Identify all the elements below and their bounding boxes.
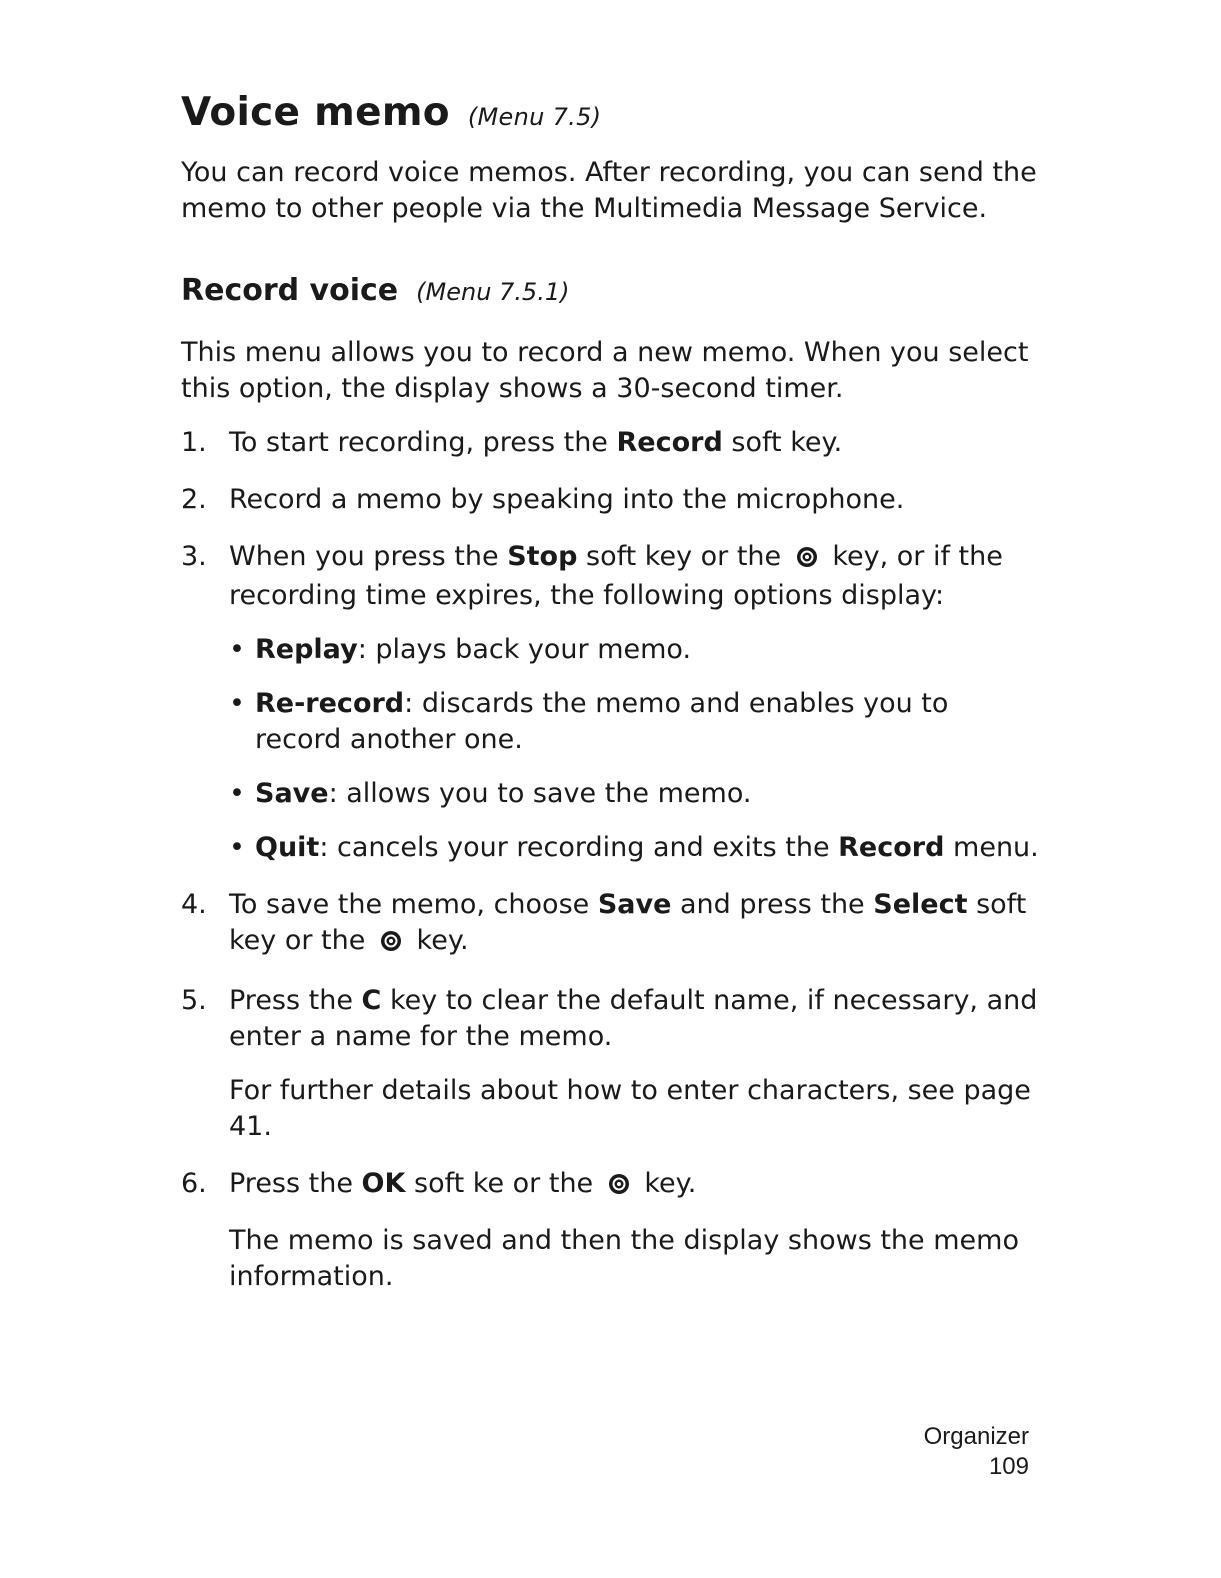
- list-item-step-4: [181, 887, 1041, 962]
- bullet-icon: •: [229, 777, 245, 809]
- step-text: Record a memo by speaking into the microphone.: [229, 483, 905, 515]
- section-intro: You can record voice memos. After recording, you can send the memo to other people via the Multimedia Message Service.: [181, 156, 1037, 224]
- option-term: Save: [255, 777, 329, 809]
- bullet-icon: •: [229, 831, 245, 863]
- chapter-name: Organizer: [923, 1423, 1029, 1450]
- option-term: Re-record: [255, 687, 405, 719]
- list-item-option-rerecord: • Re-record: discards the memo and enables you to record another one.: [229, 687, 949, 755]
- step-number: 5.: [181, 984, 207, 1016]
- list-item-step-2: [181, 482, 1041, 518]
- list-item-step-5: [181, 983, 1041, 1145]
- page-footer: [924, 1422, 1029, 1482]
- list-item-option-quit: • Quit: cancels your recording and exits the Record menu.: [229, 830, 1041, 866]
- bullet-icon: •: [229, 687, 245, 719]
- ok-key-icon: [608, 1169, 630, 1205]
- page-number: 109: [988, 1453, 1029, 1480]
- step-number: 1.: [181, 426, 207, 458]
- subsection-title-text: Record voice: [181, 272, 399, 308]
- step-text: When you press the Stop soft key or the key, or if the recording time expires, the following options display:: [229, 540, 1003, 611]
- step-note: For further details about how to enter characters, see page 41.: [229, 1074, 1031, 1142]
- document-page: [181, 90, 1041, 1316]
- step-number: 2.: [181, 483, 207, 515]
- subsection-menu-ref: (Menu 7.5.1): [416, 277, 570, 306]
- option-term: Replay: [255, 633, 358, 665]
- ok-key-icon: [380, 926, 402, 962]
- options-list: [229, 632, 1041, 866]
- step-text: Press the OK soft ke or the key.: [229, 1166, 1041, 1205]
- option-term: Quit: [255, 831, 320, 863]
- list-item-step-1: [181, 425, 1041, 461]
- list-item-step-3: [181, 539, 1041, 866]
- step-text: To save the memo, choose Save and press the Select soft key or the key.: [229, 887, 1041, 962]
- step-number: 4.: [181, 888, 207, 920]
- list-item-option-save: • Save: allows you to save the memo.: [229, 776, 1041, 812]
- list-item-option-replay: • Replay: plays back your memo.: [229, 632, 1041, 668]
- bullet-icon: •: [229, 633, 245, 665]
- step-note: The memo is saved and then the display shows the memo information.: [229, 1224, 1019, 1292]
- step-number: 3.: [181, 540, 207, 572]
- steps-list: [181, 425, 1041, 1295]
- step-number: 6.: [181, 1167, 207, 1199]
- step-text: To start recording, press the Record soft key.: [229, 426, 843, 458]
- step-text: Press the C key to clear the default name, if necessary, and enter a name for the memo.: [229, 984, 1038, 1052]
- list-item-step-6: [181, 1166, 1041, 1295]
- section-menu-ref: (Menu 7.5): [467, 103, 602, 131]
- section-title: [181, 90, 1041, 137]
- section-title-text: Voice memo: [181, 90, 450, 135]
- subsection-title: [181, 273, 1041, 309]
- subsection-intro: This menu allows you to record a new memo. When you select this option, the display shows a 30-second timer.: [181, 336, 1029, 404]
- ok-key-icon: [796, 542, 818, 578]
